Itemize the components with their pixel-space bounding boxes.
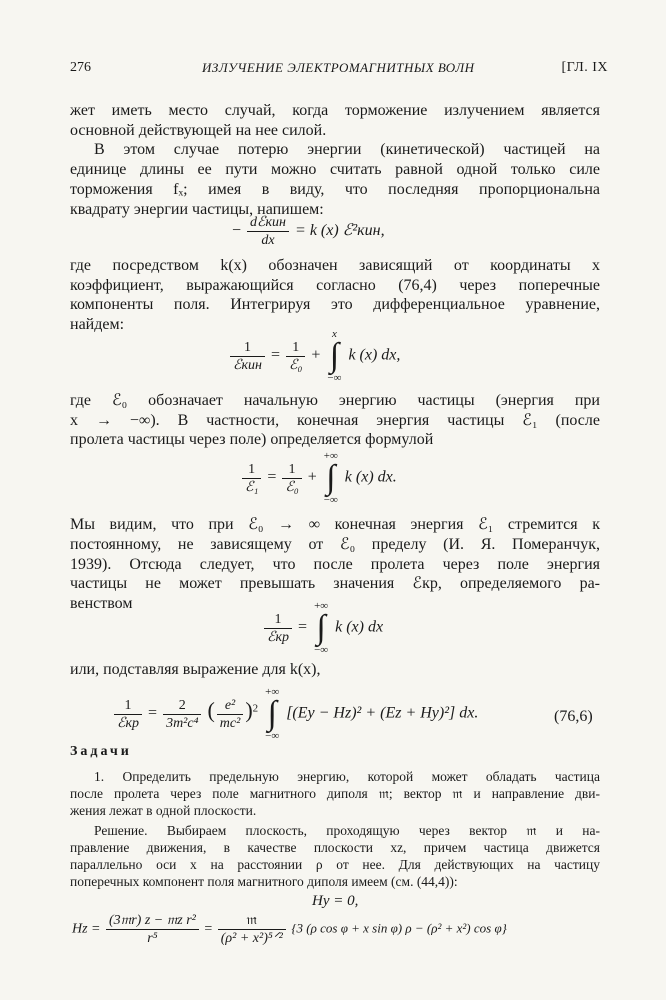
integral-upper: x	[331, 328, 337, 340]
eq-lhs: Hz =	[72, 921, 101, 937]
text-line: Мы видим, что при ℰ₀ → ∞ конечная энергия ℰ₁ стремится к	[70, 516, 600, 533]
page-header	[70, 60, 608, 80]
eq-numerator: 1	[114, 697, 142, 715]
text-line: квадрату энергии частицы, напишем:	[70, 201, 324, 218]
text-line: постоянному, не зависящему от ℰ₀ пределу (И. Я. Померанчук,	[70, 536, 600, 553]
text-line: торможения fₓ; имея в виду, что последняя пропорциональна	[70, 181, 600, 198]
eq-denominator: ℰкин	[233, 357, 262, 373]
text-line: найдем:	[70, 316, 125, 333]
equation-integral-1: $\frac{1}{\text{ℰкин}}$ = $\frac{1}{\text{ℰ₀}}$ + x ∫ −∞ k (x) dx,	[228, 328, 400, 384]
text-line: венством	[70, 595, 133, 612]
solution-line: параллельно оси x на расстоянии ρ от нее. Для действующих на частицу	[70, 857, 600, 872]
equation-76-6: $\frac{1}{\text{ℰкр}}$ = $\frac{2}{\text{3m²c⁴}}$ ( $\frac{\text{e²}}{\text{mc²}}$ )$^2$ +∞ ∫ −∞ [(Ey − Hz)² + (Ez + Hy)²] dx.	[112, 686, 478, 742]
text-line: В этом случае потерю энергии (кинетической) частицей на	[94, 141, 600, 158]
equation-hz: Hz = $\frac{\text{(3𝔪r) z − 𝔪z r²}}{\text{r⁵}}$ = $\frac{\text{𝔪}}{\text{(ρ² + x²)⁵ᐟ²}}$ {3 (ρ cos φ + x sin φ) ρ − (ρ² + x²) cos φ}	[72, 913, 507, 946]
integral-lower: −∞	[265, 730, 280, 742]
integral-lower: −∞	[323, 494, 338, 506]
integral-upper: +∞	[323, 450, 338, 462]
eq-denominator: ℰ₁	[245, 479, 259, 495]
text-line: 1939). Отсюда следует, что после пролета через поле энергия	[70, 556, 600, 573]
eq-right: = k (x) ℰ²кин,	[295, 222, 385, 240]
eq-numerator: dℰкин	[247, 214, 289, 232]
equation-energy-loss: − $\frac{\text{dℰкин}}{dx}$ = k (x) ℰ²кин,	[232, 215, 385, 248]
integrand: k (x) dx	[335, 618, 384, 636]
integral-lower: −∞	[314, 644, 329, 656]
eq-tail: {3 (ρ cos φ + x sin φ) ρ − (ρ² + x²) cos φ}	[291, 920, 507, 936]
problem-line: жения лежат в одной плоскости.	[70, 803, 257, 818]
text-line: частицы не может превышать значения ℰкр, определяемого ра-	[70, 575, 600, 592]
equation-number: (76,6)	[554, 708, 593, 725]
integrand: k (x) dx,	[348, 346, 401, 364]
equation-hy: Hy = 0,	[312, 893, 359, 909]
solution-line: поперечных компонент поля магнитного диполя имеем (см. (44,4)):	[70, 874, 458, 889]
equation-integral-2: $\frac{1}{\text{ℰ₁}}$ = $\frac{1}{\text{ℰ₀}}$ + +∞ ∫ −∞ k (x) dx.	[240, 450, 397, 506]
eq-numerator: 1	[286, 339, 305, 357]
eq-numerator: 1	[230, 339, 265, 357]
problems-heading: Задачи	[70, 744, 132, 759]
page-number: 276	[70, 60, 91, 75]
eq-denominator: dx	[261, 233, 275, 248]
integral-lower: −∞	[327, 372, 342, 384]
problem-line: после пролета через поле магнитного диполя 𝔪; вектор 𝔪 и направление дви-	[70, 786, 600, 801]
integral-sign: +∞ ∫ −∞	[314, 600, 329, 656]
text-line: x → −∞). В частности, конечная энергия частицы ℰ₁ (после	[70, 412, 600, 429]
integral-sign: +∞ ∫ −∞	[265, 686, 280, 742]
equation-critical-energy: $\frac{1}{\text{ℰкр}}$ = +∞ ∫ −∞ k (x) dx	[262, 600, 383, 656]
eq-numerator: (3𝔪r) z − 𝔪z r²	[106, 912, 199, 930]
eq-denominator: mc²	[219, 715, 241, 731]
text-line: основной действующей на нее силой.	[70, 122, 327, 139]
eq-denominator: (ρ² + x²)⁵ᐟ²	[220, 931, 283, 946]
integrand: [(Ey − Hz)² + (Ez + Hy)²] dx.	[286, 704, 479, 722]
text-line: или, подставляя выражение для k(x),	[70, 661, 321, 678]
running-title: ИЗЛУЧЕНИЕ ЭЛЕКТРОМАГНИТНЫХ ВОЛН	[202, 60, 475, 75]
eq-numerator: 1	[282, 461, 301, 479]
text-line: коэффициент, выражающийся согласно (76,4) через поперечные	[70, 277, 600, 294]
text-line: жет иметь место случай, когда торможение излучением является	[70, 102, 600, 119]
problem-line: 1. Определить предельную энергию, которой может обладать частица	[94, 769, 600, 784]
eq-numerator: e²	[217, 697, 244, 715]
solution-line: Решение. Выбираем плоскость, проходящую через вектор 𝔪 и на-	[94, 823, 600, 838]
chapter-label: [ГЛ. IX	[561, 60, 608, 75]
integral-upper: +∞	[265, 686, 280, 698]
eq-denominator: r⁵	[147, 931, 158, 946]
eq-denominator: ℰкр	[117, 715, 140, 731]
eq-numerator: 1	[264, 611, 292, 629]
text-line: компоненты поля. Интегрируя это дифференциальное уравнение,	[70, 296, 600, 313]
text-line: где посредством k(x) обозначен зависящий от координаты x	[70, 257, 600, 274]
eq-denominator: ℰкр	[267, 629, 290, 645]
integrand: k (x) dx.	[344, 468, 397, 486]
eq-numerator: 1	[242, 461, 261, 479]
integral-sign: +∞ ∫ −∞	[323, 450, 338, 506]
eq-denominator: ℰ₀	[289, 357, 303, 373]
integral-upper: +∞	[314, 600, 329, 612]
text-line: единице длины ее пути можно считать равной одной только силе	[70, 161, 600, 178]
integral-sign: x ∫ −∞	[327, 328, 342, 384]
eq-denominator: 3m²c⁴	[166, 715, 199, 731]
solution-line: правление движения, в качестве плоскости xz, причем частица движется	[70, 840, 600, 855]
text-line: где ℰ₀ обозначает начальную энергию частицы (энергия при	[70, 392, 600, 409]
text-line: пролета частицы через поле) определяется формулой	[70, 431, 434, 448]
eq-denominator: ℰ₀	[285, 479, 299, 495]
eq-numerator: 2	[163, 697, 201, 715]
eq-numerator: 𝔪	[218, 912, 286, 930]
